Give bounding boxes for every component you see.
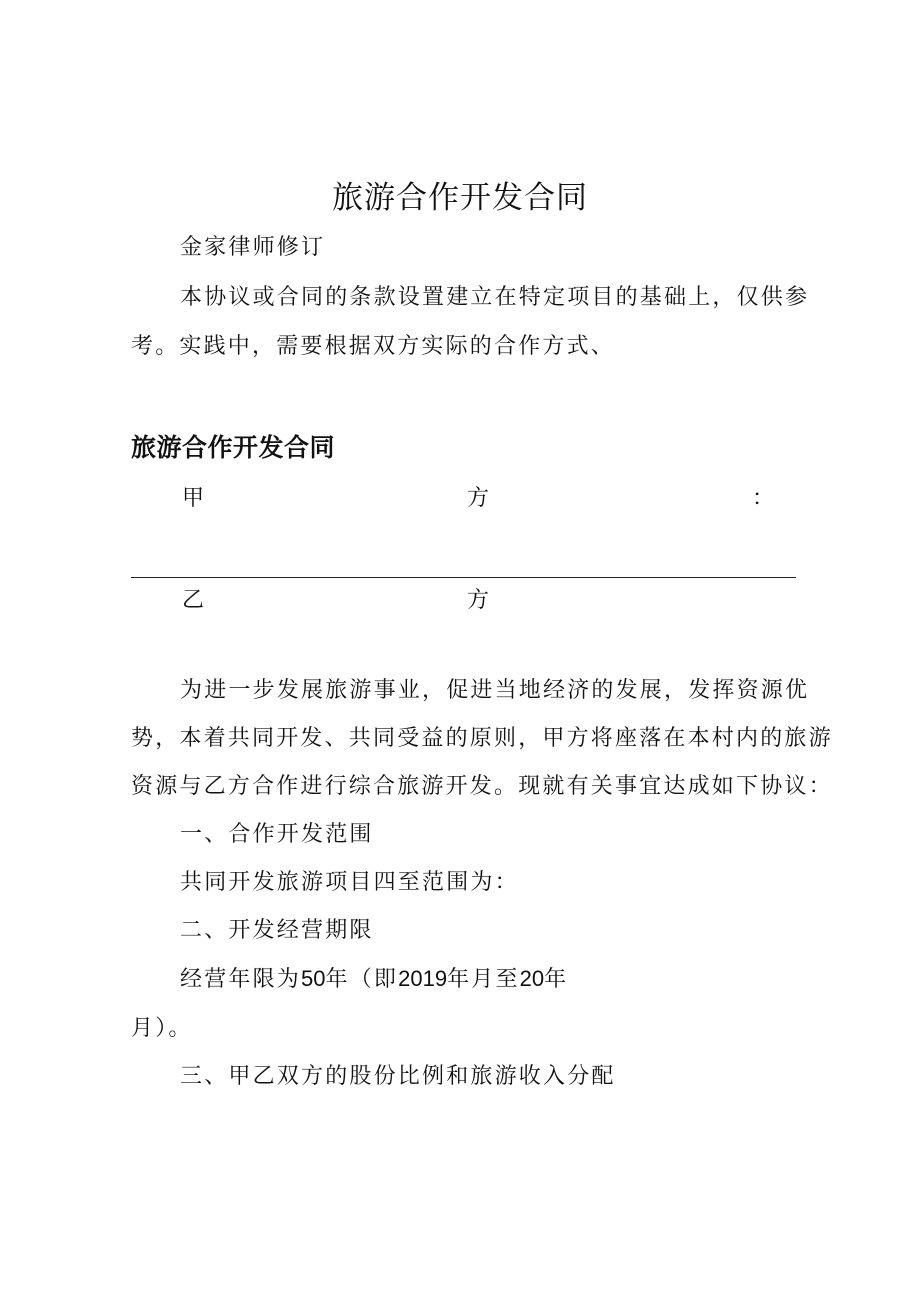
party-a-underline: [131, 577, 796, 578]
disclaimer-line-2: 考。实践中，需要根据双方实际的合作方式、: [131, 334, 616, 359]
section-2-term-line-2: 月）。: [131, 1016, 193, 1041]
party-a-label-char-1: 甲: [182, 486, 207, 511]
section-1-heading: 一、合作开发范围: [180, 822, 374, 847]
party-b-label-char-2: 方: [467, 588, 492, 613]
term-text-3: 年月至: [447, 967, 520, 992]
intro-line-3: 资源与乙方合作进行综合旅游开发。现就有关事宜达成如下协议：: [131, 774, 833, 799]
disclaimer-line-1: 本协议或合同的条款设置建立在特定项目的基础上，仅供参: [180, 285, 810, 310]
party-a-label-char-2: 方: [467, 486, 492, 511]
section-1-text: 共同开发旅游项目四至范围为：: [180, 870, 519, 895]
intro-line-2: 势，本着共同开发、共同受益的原则，甲方将座落在本村内的旅游: [131, 726, 833, 751]
party-a-colon: ：: [752, 486, 777, 511]
section-2-heading: 二、开发经营期限: [180, 918, 374, 943]
section-2-term-line: [180, 962, 568, 993]
term-years: 50: [301, 966, 326, 991]
contract-heading: 旅游合作开发合同: [131, 433, 336, 462]
reviser-note: 金家律师修订: [180, 235, 326, 260]
party-b-label-char-1: 乙: [182, 588, 207, 613]
intro-line-1: 为进一步发展旅游事业，促进当地经济的发展，发挥资源优: [180, 678, 810, 703]
term-start-year: 2019: [398, 966, 448, 991]
section-3-heading: 三、甲乙双方的股份比例和旅游收入分配: [180, 1064, 616, 1089]
term-text-2: 年（即: [325, 967, 399, 992]
document-title: 旅游合作开发合同: [332, 180, 588, 216]
term-text-1: 经营年限为: [180, 967, 302, 992]
term-end-year: 20: [519, 966, 545, 991]
term-text-4: 年: [544, 967, 569, 992]
